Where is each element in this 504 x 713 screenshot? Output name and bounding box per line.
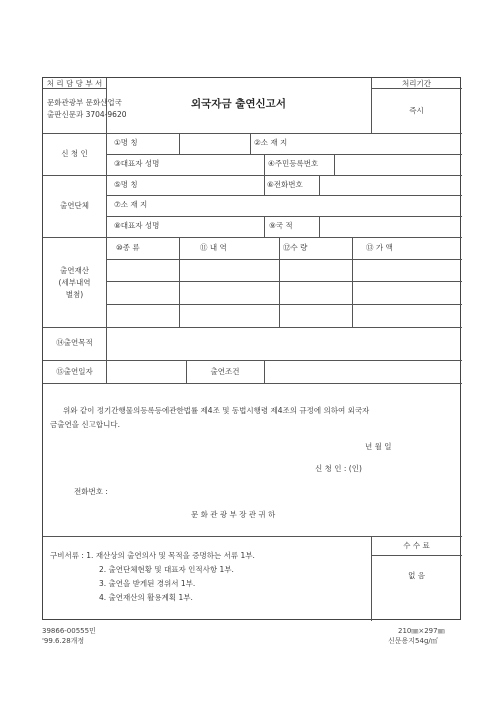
org-label: 출연단체 [60, 201, 89, 210]
purpose-label: ⑭출연목적 [56, 338, 93, 347]
divider [352, 237, 353, 327]
attachment-item: 4. 출연재산의 활용계획 1부. [99, 593, 193, 602]
dept-line1: 문화관광부 문화산업국 [47, 98, 122, 107]
period-label: 처리기간 [402, 79, 431, 88]
org-location-label: ⑦소 재 지 [114, 200, 148, 209]
divider [264, 175, 265, 195]
attachment-item: 구비서류 : 1. 재산상의 출연의사 및 목적을 증명하는 서류 1부. [50, 551, 255, 560]
form-code: 39866-00555민 [42, 627, 96, 635]
date-label: ⑮출연일자 [56, 367, 93, 376]
statement-line1: 위와 같이 정기간행물의등록등에관한법률 제4조 및 동법시행령 제4조의 규정에 의하여 외국자 [63, 406, 370, 415]
fee-value: 없 음 [408, 571, 425, 580]
divider [43, 536, 462, 537]
dept-label: 처 리 담 당 부 서 [46, 79, 103, 88]
divider [334, 154, 335, 175]
divider [106, 133, 107, 383]
property-label: 출연재산 [60, 266, 89, 275]
condition-label: 출연조건 [210, 367, 240, 376]
org-nationality-label: ⑨국 적 [269, 221, 293, 230]
divider [106, 304, 462, 305]
property-label: 별첨) [65, 290, 84, 299]
divider [319, 175, 320, 195]
period-value: 즉시 [409, 106, 424, 115]
org-rep-label: ⑧대표자 성명 [114, 221, 160, 230]
applicant-name-label: ①명 칭 [114, 138, 138, 147]
addressee: 문 화 관 광 부 장 관 귀 하 [191, 510, 276, 519]
divider [43, 383, 462, 384]
applicant-location-label: ②소 재 지 [254, 138, 288, 147]
divider [264, 216, 265, 237]
paper-type: 신문용지54g/㎡ [388, 637, 438, 645]
statement-line2: 금출연을 신고합니다. [50, 420, 120, 429]
divider [279, 237, 280, 327]
col-value-header: ⑬ 가 액 [366, 243, 393, 252]
attachment-item: 3. 출연을 받게된 경위서 1부. [99, 579, 196, 588]
report-form [42, 77, 461, 620]
org-name-label: ⑤명 칭 [114, 180, 138, 189]
divider [371, 555, 462, 556]
divider [179, 133, 180, 154]
divider [106, 259, 462, 260]
applicant-rrn-label: ④주민등록번호 [268, 159, 319, 168]
divider [179, 237, 180, 327]
divider [106, 195, 462, 196]
fee-label: 수 수 료 [403, 541, 430, 550]
statement-date: 년 월 일 [365, 442, 392, 451]
divider [250, 133, 251, 154]
col-detail-header: ⑪ 내 역 [200, 243, 227, 252]
divider [106, 154, 462, 155]
org-phone-label: ⑥전화번호 [267, 180, 303, 189]
applicant-rep-label: ③대표자 성명 [114, 159, 160, 168]
divider [264, 154, 265, 175]
col-type-header: ⑩종 류 [116, 243, 140, 252]
revision-date: '99.6.28개정 [42, 637, 85, 645]
statement-phone: 전화번호 : [74, 487, 108, 496]
divider [106, 216, 462, 217]
divider [319, 216, 320, 237]
dept-line2: 출판신문과 3704-9620 [47, 110, 127, 119]
property-label: (세부내역 [58, 278, 91, 287]
divider [106, 281, 462, 282]
statement-applicant: 신 청 인 : (인) [315, 464, 362, 473]
attachment-item: 2. 출연단체현황 및 대표자 인적사항 1부. [99, 565, 234, 574]
divider [264, 360, 265, 383]
page-title: 외국자금 출연신고서 [191, 98, 286, 110]
applicant-label: 신 청 인 [61, 149, 88, 158]
paper-size: 210㎜×297㎜ [398, 627, 445, 635]
col-qty-header: ⑫수 량 [283, 243, 308, 252]
